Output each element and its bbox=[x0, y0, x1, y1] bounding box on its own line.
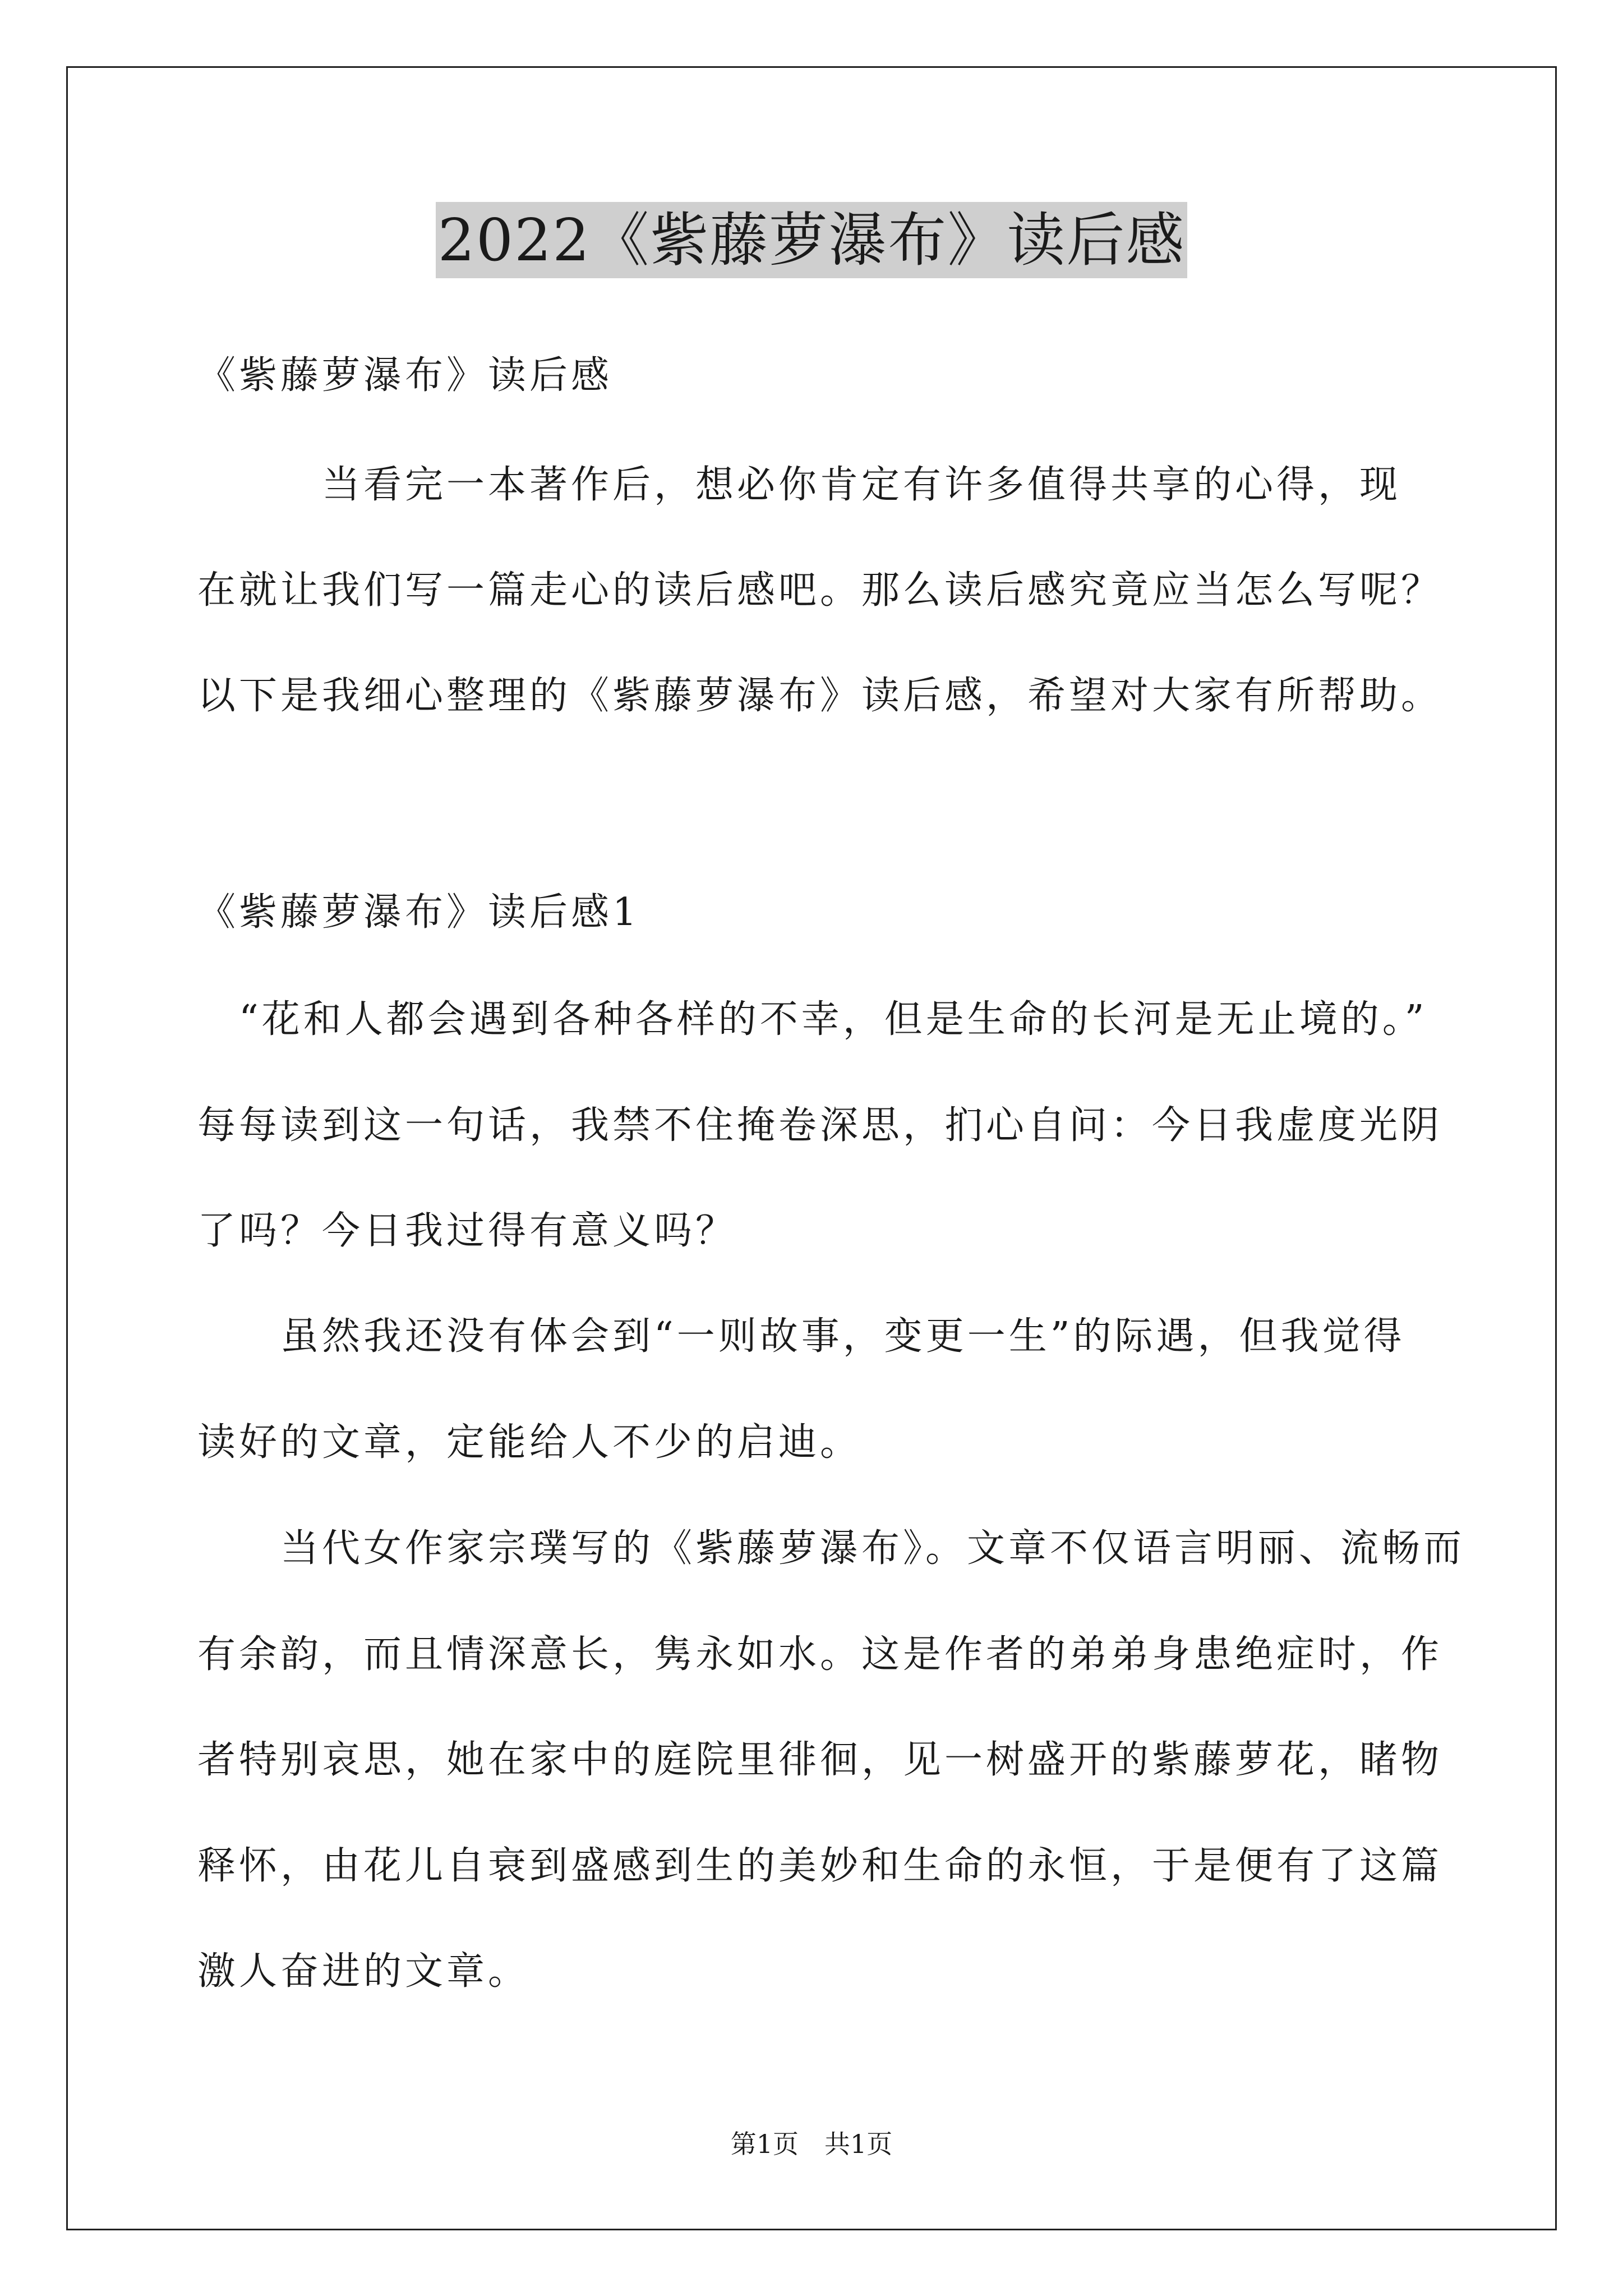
paragraph-line: 当看完一本著作后，想必你肯定有许多值得共享的心得，现 bbox=[197, 463, 1401, 507]
document-title-wrapper bbox=[0, 202, 1623, 280]
paragraph-line: 激人奋进的文章。 bbox=[197, 1949, 530, 1994]
document-title: 2022《紫藤萝瀑布》读后感 bbox=[436, 202, 1188, 278]
section-heading-1: 《紫藤萝瀑布》读后感1 bbox=[197, 890, 640, 935]
page-number: 第1页 共1页 bbox=[730, 2129, 893, 2159]
page-footer bbox=[0, 2127, 1623, 2161]
paragraph-line: 虽然我还没有体会到“一则故事，变更一生”的际遇，但我觉得 bbox=[197, 1314, 1405, 1359]
paragraph-line: 有余韵，而且情深意长，隽永如水。这是作者的弟弟身患绝症时，作 bbox=[197, 1632, 1443, 1677]
paragraph-line: 在就让我们写一篇走心的读后感吧。那么读后感究竟应当怎么写呢？ bbox=[197, 568, 1443, 613]
section-heading-intro: 《紫藤萝瀑布》读后感 bbox=[197, 353, 613, 398]
paragraph-line: 以下是我细心整理的《紫藤萝瀑布》读后感，希望对大家有所帮助。 bbox=[197, 674, 1443, 718]
paragraph-line: 了吗？今日我过得有意义吗？ bbox=[197, 1209, 737, 1253]
paragraph-line: 每每读到这一句话，我禁不住掩卷深思，扪心自问：今日我虚度光阴 bbox=[197, 1103, 1443, 1148]
paragraph-line: 释怀，由花儿自衰到盛感到生的美妙和生命的永恒，于是便有了这篇 bbox=[197, 1844, 1443, 1888]
paragraph-line: “花和人都会遇到各种各样的不幸，但是生命的长河是无止境的。” bbox=[197, 997, 1428, 1042]
paragraph-line: 者特别哀思，她在家中的庭院里徘徊，见一树盛开的紫藤萝花，睹物 bbox=[197, 1738, 1443, 1782]
paragraph-line: 读好的文章，定能给人不少的启迪。 bbox=[197, 1420, 862, 1465]
paragraph-line: 当代女作家宗璞写的《紫藤萝瀑布》。文章不仅语言明丽、流畅而 bbox=[197, 1526, 1465, 1571]
